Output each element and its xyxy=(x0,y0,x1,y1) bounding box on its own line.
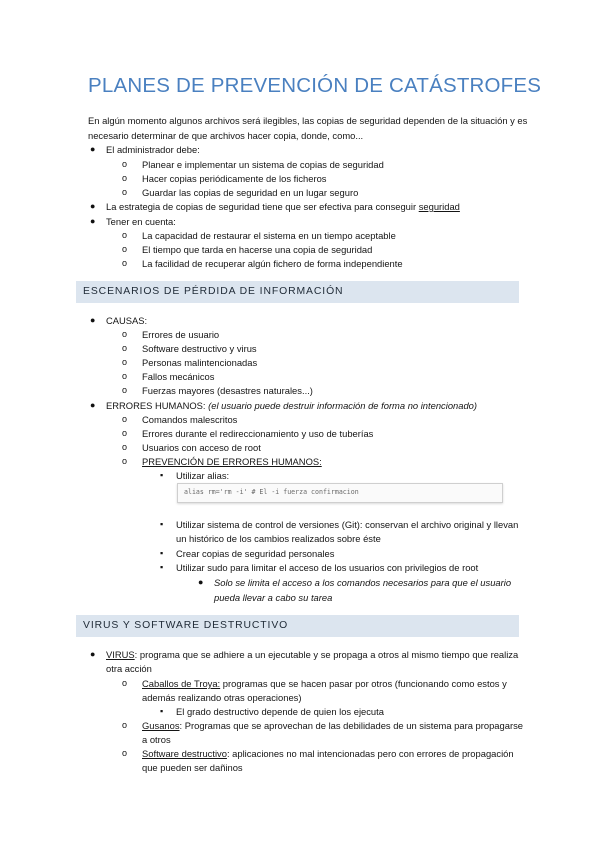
circle-bullet-icon: o xyxy=(122,456,128,466)
worm-label: Gusanos xyxy=(142,720,180,731)
list-item-worms-cont: a otros xyxy=(142,734,171,745)
section-heading: VIRUS Y SOFTWARE DESTRUCTIVO xyxy=(83,620,289,631)
trojan-text: programas que se hacen pasar por otros (funcionando como estos y xyxy=(220,678,507,689)
section-heading-bar xyxy=(76,615,519,637)
list-item-consider: Tener en cuenta: xyxy=(106,216,176,227)
list-item: Hacer copias periódicamente de los ficheros xyxy=(142,173,327,184)
list-item-software xyxy=(142,747,514,760)
list-item-trojan-cont: además realizando otras operaciones) xyxy=(142,692,302,703)
intro-line-2: necesario determinar de que archivos hacer copia, donde, como... xyxy=(88,130,364,141)
virus-text: : programa que se adhiere a un ejecutable y se propaga a otros al mismo tiempo que realiza xyxy=(134,649,519,660)
circle-bullet-icon: o xyxy=(122,244,128,254)
list-item-worms xyxy=(142,719,523,732)
prevention-heading: PREVENCIÓN DE ERRORES HUMANOS: xyxy=(142,456,322,467)
list-item-trojan-sub: El grado destructivo depende de quien los ejecuta xyxy=(176,706,384,717)
trojan-label: Caballos de Troya: xyxy=(142,678,221,689)
circle-bullet-icon: o xyxy=(122,187,128,197)
worm-text: : Programas que se aprovechan de las debilidades de un sistema para propagarse xyxy=(179,720,523,731)
list-item-virus xyxy=(106,648,518,661)
list-item: La facilidad de recuperar algún fichero de forma independiente xyxy=(142,258,403,269)
list-item-virus-cont: otra acción xyxy=(106,663,152,674)
circle-bullet-icon: o xyxy=(122,230,128,240)
software-label: Software destructivo xyxy=(142,748,227,759)
circle-bullet-icon: o xyxy=(122,159,128,169)
human-errors-label: ERRORES HUMANOS: xyxy=(106,400,209,411)
list-item-trojan xyxy=(142,677,507,690)
list-item-sudo-note: Solo se limita el acceso a los comandos necesarios para que el usuario xyxy=(214,577,512,588)
code-snippet xyxy=(177,483,503,503)
section-heading: ESCENARIOS DE PÉRDIDA DE INFORMACIÓN xyxy=(83,286,344,297)
human-errors-note: (el usuario puede destruir información de forma no intencionado) xyxy=(208,400,478,411)
circle-bullet-icon: o xyxy=(122,428,128,438)
list-item: Planear e implementar un sistema de copias de seguridad xyxy=(142,159,384,170)
bullet-icon: ● xyxy=(90,144,96,154)
circle-bullet-icon: o xyxy=(122,343,128,353)
list-item-strategy xyxy=(106,200,460,213)
list-item: Errores de usuario xyxy=(142,329,220,340)
circle-bullet-icon: o xyxy=(122,442,128,452)
list-item: Errores durante el redireccionamiento y uso de tuberías xyxy=(142,428,374,439)
square-bullet-icon: ▪ xyxy=(160,548,164,558)
list-item-human-errors xyxy=(106,399,477,412)
bullet-icon: ● xyxy=(90,649,96,659)
circle-bullet-icon: o xyxy=(122,678,128,688)
circle-bullet-icon: o xyxy=(122,748,128,758)
list-item-version-control-cont: un histórico de los cambios realizados sobre éste xyxy=(176,533,381,544)
list-item-personal-copies: Crear copias de seguridad personales xyxy=(176,548,335,559)
intro-line-1: En algún momento algunos archivos será ilegibles, las copias de seguridad dependen de la situación y es xyxy=(88,115,528,126)
list-item: Fuerzas mayores (desastres naturales...) xyxy=(142,385,313,396)
circle-bullet-icon: o xyxy=(122,173,128,183)
list-item-software-cont: que pueden ser dañinos xyxy=(142,762,243,773)
list-item-causes: CAUSAS: xyxy=(106,315,148,326)
circle-bullet-icon: o xyxy=(122,371,128,381)
list-item-sudo: Utilizar sudo para limitar el acceso de los usuarios con privilegios de root xyxy=(176,562,479,573)
list-item-sudo-note-cont: pueda llevar a cabo su tarea xyxy=(214,592,333,603)
virus-label: VIRUS xyxy=(106,649,135,660)
section-heading-bar xyxy=(76,281,519,303)
list-item: Usuarios con acceso de root xyxy=(142,442,261,453)
circle-bullet-icon: o xyxy=(122,414,128,424)
square-bullet-icon: ▪ xyxy=(160,562,164,572)
circle-bullet-icon: o xyxy=(122,357,128,367)
list-item: Software destructivo y virus xyxy=(142,343,257,354)
list-item: Personas malintencionadas xyxy=(142,357,258,368)
security-link[interactable]: seguridad xyxy=(418,201,460,212)
circle-bullet-icon: o xyxy=(122,329,128,339)
circle-bullet-icon: o xyxy=(122,720,128,730)
bullet-icon: ● xyxy=(90,400,96,410)
square-bullet-icon: ▪ xyxy=(160,519,164,529)
bullet-icon: ● xyxy=(90,315,96,325)
bullet-icon: ● xyxy=(90,216,96,226)
list-item: Guardar las copias de seguridad en un lugar seguro xyxy=(142,187,359,198)
bullet-icon: ● xyxy=(198,577,204,587)
circle-bullet-icon: o xyxy=(122,385,128,395)
page-title: PLANES DE PREVENCIÓN DE CATÁSTROFES xyxy=(88,74,542,97)
circle-bullet-icon: o xyxy=(122,258,128,268)
list-item: Comandos malescritos xyxy=(142,414,238,425)
list-item-alias: Utilizar alias: xyxy=(176,470,230,481)
list-item: La capacidad de restaurar el sistema en un tiempo aceptable xyxy=(142,230,396,241)
strategy-text: La estrategia de copias de seguridad tiene que ser efectiva para conseguir xyxy=(106,201,419,212)
software-text: : aplicaciones no mal intencionadas pero con errores de propagación xyxy=(226,748,514,759)
square-bullet-icon: ▪ xyxy=(160,706,164,716)
bullet-icon: ● xyxy=(90,201,96,211)
list-item: El tiempo que tarda en hacerse una copia de seguridad xyxy=(142,244,373,255)
square-bullet-icon: ▪ xyxy=(160,470,164,480)
code-text: alias rm='rm -i' # El -i fuerza confirmacion xyxy=(184,488,359,496)
list-item: Fallos mecánicos xyxy=(142,371,215,382)
list-item-admin: El administrador debe: xyxy=(106,144,200,155)
list-item-version-control: Utilizar sistema de control de versiones (Git): conservan el archivo original y llevan xyxy=(176,519,519,530)
